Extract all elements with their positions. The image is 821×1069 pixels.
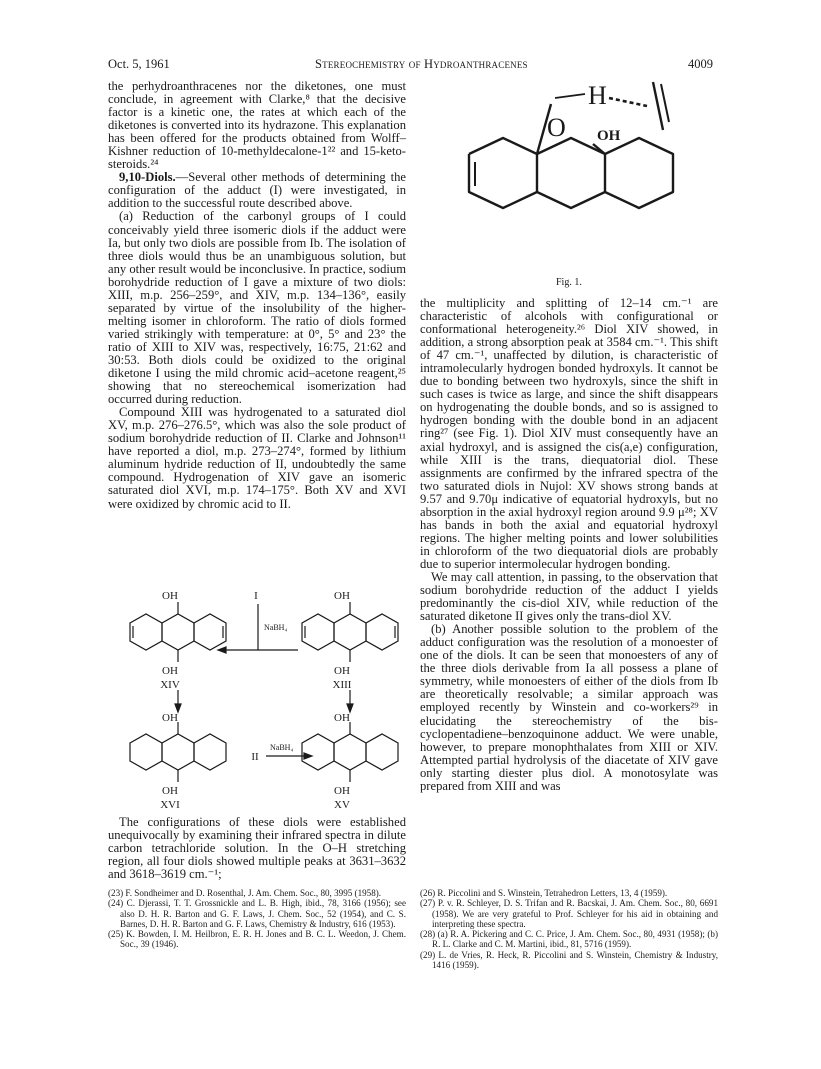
section-heading: 9,10-Diols. [119, 170, 176, 185]
label-ii: II [251, 751, 259, 763]
paragraph: the multiplicity and splitting of 12–14 cm.⁻¹ are characteristic of alcohols with configurational or conformational heterogeneity.²⁶ Diol XIV showed, in addition, a strong absorption peak at 3584 cm.⁻¹. This shift of 47 cm.⁻¹, unaffected by dilution, is characteristic of intramolecularly hydrogen bonded hydroxyls. It cannot be due to bonding between two hydroxyls, since the shift in such cases is twice as large, and since the shift disappears on hydrogenating the double bonds, and so is assigned to hydrogen bonding with the double bond in an adjacent ring²⁷ (see Fig. 1). Diol XIV must consequently have an axial hydroxyl, and is assigned the cis(a,e) configuration, while XIII is the trans, diequatorial diol. These assignments are confirmed by the infrared spectra of the two saturated diols in Nujol: XV shows strong bands at 9.57 and 9.70μ indicative of equatorial hydroxyls, but no absorption in the axial hydroxyl region around 9.9 μ²⁸; XV has bands in both the axial and equatorial hydroxyl regions. The higher melting points and lower solubilities in chloroform of the two diequatorial diols are probably due to superior intermolecular hydrogen bonding. [420, 296, 718, 571]
paragraph: (a) Reduction of the carbonyl groups of I could conceivably yield three isomeric diols if the adduct were Ia, but only two diols are possible from Ib. The isolation of three diols would thus be an unambiguous solution, but any other result would be inconclusive. In practice, sodium borohydride reduction of I gave a mixture of two diols: XIII, m.p. 256–259°, and XIV, m.p. 134–136°, easily separated by virtue of the insolubility of the higher-melting isomer in chloroform. The ratio of diols formed varied strikingly with temperature: at 0°, 5° and 23° the ratio of XIII to XIV was, respectively, 16:75, 21:62 and 30:53. Both diols could be oxidized to the original diketone I using the mild chromic acid–acetone reagent,²⁵ showing that no stereochemical isomerization had occurred during reduction. [108, 209, 406, 407]
label-xiii: XIII [332, 679, 352, 691]
footnote: (23) F. Sondheimer and D. Rosenthal, J. Am. Chem. Soc., 80, 3995 (1958). [108, 888, 382, 898]
label-oh: OH [162, 785, 178, 797]
structure-xvi [130, 722, 226, 782]
arrowhead [218, 647, 226, 653]
hydrogen-bond-line [609, 98, 647, 106]
label-h: H [588, 81, 607, 110]
paragraph: the perhydroanthracenes nor the diketones, one must conclude, in agreement with Clarke,⁸ that the decisive factor is a kinetic one, the rates at which each of the diketones is converted into its hydrazone. This explanation has been offered for the products obtained from Wolff–Kishner reduction of 10-methyldecalone-1²² and 15-keto-steroids.²⁴ [108, 79, 406, 172]
label-oh: OH [162, 712, 178, 724]
footnote: (27) P. v. R. Schleyer, D. S. Trifan and R. Bacskai, J. Am. Chem. Soc., 80, 6691 (1958). We are very grateful to Prof. Schleyer for his aid in obtaining and interpreting these spectra. [420, 898, 718, 929]
reaction-scheme [108, 590, 408, 810]
label-oh: OH [334, 712, 350, 724]
label-oh: OH [597, 128, 621, 144]
structure-xiv [130, 602, 226, 662]
footnotes-right [420, 888, 718, 970]
label-oh: OH [334, 590, 350, 602]
label-nabh4: NaBH₄ [264, 623, 288, 632]
arrowhead [304, 753, 312, 759]
right-column [420, 297, 718, 793]
paragraph: (b) Another possible solution to the problem of the adduct configuration was the resolution of a monoester of one of the diols. It can be seen that monoesters of any of the three diols derivable from Ia all possess a plane of symmetry, while monoesters of either of the diols from Ib are theoretically resolvable; a similar approach was employed recently by Winstein and co-workers²⁹ in elucidating the stereochemistry of the bis-cyclopentadiene–benzoquinone adduct. We were unable, however, to prepare monophthalates from XIII or XIV. Attempted partial hydrolysis of the diacetate of XIV gave only starting diester plus diol. A monotosylate was prepared from XIII and was [420, 622, 718, 793]
label-xiv: XIV [160, 679, 180, 691]
label-oh: OH [334, 665, 350, 677]
paragraph-diols: 9,10-Diols.—Several other methods of determining the configuration of the adduct (I) were investigated, in addition to the successful route described above. [108, 170, 406, 211]
paragraph: We may call attention, in passing, to the observation that sodium borohydride reduction of the adduct I yields predominantly the cis-diol XIV, while reduction of the saturated diketone II gives only the trans-diol XV. [420, 569, 718, 624]
label-nabh4: NaBH₄ [270, 743, 294, 752]
label-o: O [547, 113, 566, 142]
label-xv: XV [334, 799, 350, 810]
figure-1 [425, 74, 715, 294]
header-page-number: 4009 [688, 57, 713, 71]
footnote: (29) L. de Vries, R. Heck, R. Piccolini and S. Winstein, Chemistry & Industry, 1416 (1959). [420, 949, 718, 971]
paragraph: The configurations of these diols were established unequivocally by examining their infrared spectra in dilute carbon tetrachloride solution. In the O–H stretching region, all four diols showed multiple peaks at 3631–3632 and 3618–3619 cm.⁻¹; [108, 815, 406, 882]
arrowhead [175, 704, 181, 712]
left-column-upper [108, 80, 406, 511]
figure-1-caption: Fig. 1. [556, 277, 582, 288]
structure-xv [302, 722, 398, 782]
label-oh: OH [334, 785, 350, 797]
label-i: I [254, 590, 258, 602]
left-column-lower [108, 816, 406, 881]
label-oh: OH [162, 590, 178, 602]
header-title: Stereochemistry of Hydroanthracenes [315, 57, 528, 71]
footnote: (24) C. Djerassi, T. T. Grossnickle and L. B. High, ibid., 78, 3166 (1956); see also D. H. R. Barton and G. F. Laws, J. Chem. Soc., 52 (1954), and C. S. Barnes, D. H. R. Barton and G. F. Laws, Chemistry & Industry, 616 (1953). [108, 898, 406, 929]
footnote: (26) R. Piccolini and S. Winstein, Tetrahedron Letters, 13, 4 (1959). [420, 888, 668, 898]
arrowhead [347, 704, 353, 712]
label-xvi: XVI [160, 799, 180, 810]
label-oh: OH [162, 665, 178, 677]
o-h-bond [555, 94, 585, 98]
structure-xiii [302, 602, 398, 662]
footnote: (28) (a) R. A. Pickering and C. C. Price, J. Am. Chem. Soc., 80, 4931 (1958); (b) R. L. Clarke and C. M. Martini, ibid., 81, 5716 (1959). [420, 929, 718, 950]
footnotes-left [108, 888, 406, 950]
footnote: (25) K. Bowden, I. M. Heilbron, E. R. H. Jones and B. C. L. Weedon, J. Chem. Soc., 39 (1946). [108, 929, 406, 950]
header-date: Oct. 5, 1961 [108, 57, 170, 71]
paragraph: Compound XIII was hydrogenated to a saturated diol XV, m.p. 276–276.5°, which was also the sole product of sodium borohydride reduction of II. Clarke and Johnson¹¹ have reported a diol, m.p. 273–274°, formed by lithium aluminum hydride reduction of II, undoubtedly the same compound. Hydrogenation of XIV gave an isomeric saturated diol XVI, m.p. 174–175°. Both XV and XVI were oxidized by chromic acid to II. [108, 405, 406, 511]
